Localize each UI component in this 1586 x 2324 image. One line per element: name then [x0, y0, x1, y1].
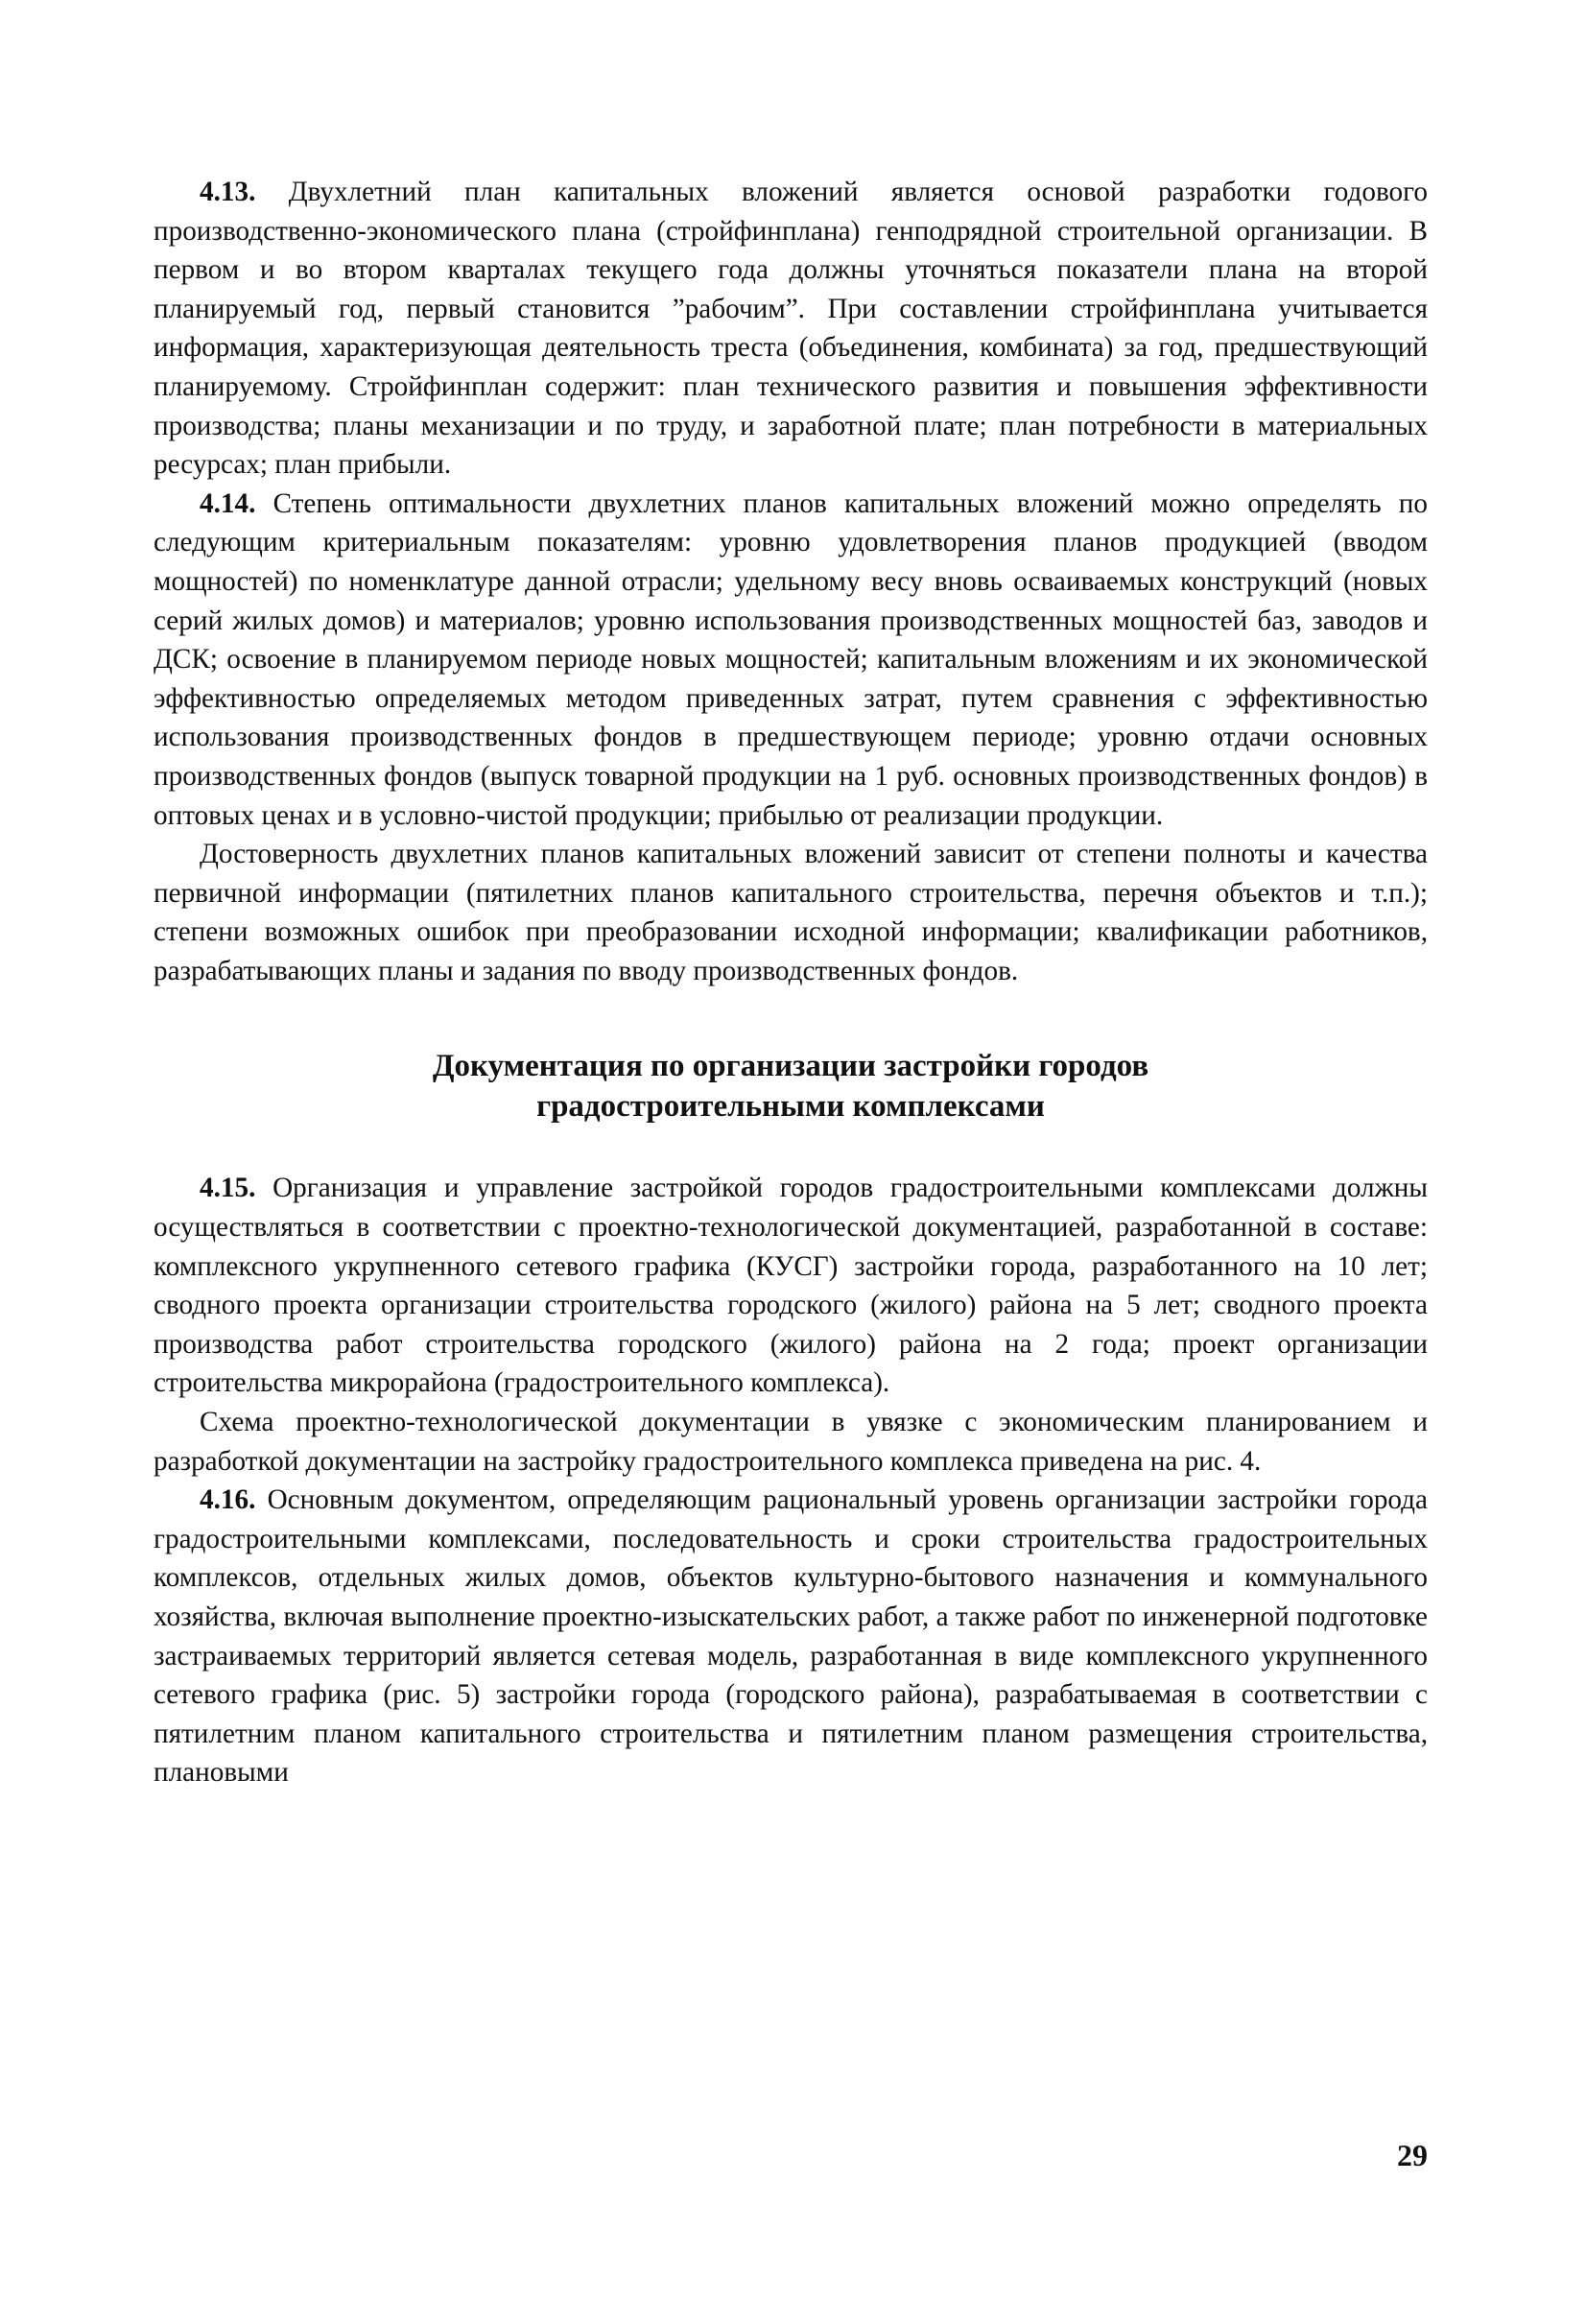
paragraph-text: Достоверность двухлетних планов капитальных вложений зависит от степени полноты и качества первичной информации (пятилетних планов капитального строительства, перечня объектов и т.п.); степени возможных ошибок при преобразовании исходной информации; квалификации работников, разрабатывающих планы и задания по вводу производственных фондов. — [154, 839, 1428, 986]
section-heading-line-2: градостроительными комплексами — [536, 1089, 1045, 1125]
paragraph-4-15 — [154, 1169, 1428, 1403]
paragraph-text: Основным документом, определяющим рациональный уровень организации застройки города градостроительными комплексами, последовательность и сроки строительства градостроительных комплексов, отдельных жилых домов, объектов культурно-бытового назначения и коммунального хозяйства, включая выполнение проектно-изыскательских работ, а также работ по инженерной подготовке застраиваемых территорий является сетевая модель, разработанная в виде комплексного укрупненного сетевого графика (рис. 5) застройки города (городского района), разрабатываемая в соответствии с пятилетним планом капитального строительства и пятилетним планом размещения строительства, плановыми — [154, 1484, 1428, 1789]
paragraph-4-14 — [154, 485, 1428, 835]
paragraph-text: Степень оптимальности двухлетних планов капитальных вложений можно определять по следующим критериальным показателям: уровню удовлетворения планов продукцией (вводом мощностей) по номенклатуре данной отрасли; удельному весу вновь осваиваемых конструкций (новых серий жилых домов) и материалов; уровню использования производственных мощностей баз, заводов и ДСК; освоение в планируемом периоде новых мощностей; капитальным вложениям и их экономической эффективностью определяемых методом приведенных затрат, путем сравнения с эффективностью использования производственных фондов в предшествующем периоде; уровню отдачи основных производственных фондов (выпуск товарной продукции на 1 руб. основных производственных фондов) в оптовых ценах и в условно-чистой продукции; прибылью от реализации продукции. — [154, 487, 1428, 831]
document-page — [154, 173, 1428, 1792]
paragraph-4-13 — [154, 173, 1428, 485]
paragraph-text: Схема проектно-технологической документации в увязке с экономическим планированием и разработкой документации на застройку градостроительного комплекса приведена на рис. 4. — [154, 1407, 1428, 1477]
paragraph-number: 4.16. — [200, 1484, 256, 1516]
page-number: 29 — [1397, 2138, 1428, 2172]
paragraph-number: 4.15. — [200, 1173, 256, 1204]
section-heading-line-1: Документация по организации застройки городов — [432, 1049, 1149, 1084]
paragraph-text: Двухлетний план капитальных вложений является основой разработки годового производственно-экономического плана (стройфинплана) генподрядной строительной организации. В первом и во втором кварталах текущего года должны уточняться показатели плана на второй планируемый год, первый становится ”рабочим”. При составлении стройфинплана учитывается информация, характеризующая деятельность треста (объединения, комбината) за год, предшествующий планируемому. Стройфинплан содержит: план технического развития и повышения эффективности производства; планы механизации и по труду, и заработной плате; план потребности в материальных ресурсах; план прибыли. — [154, 177, 1428, 481]
paragraph-4-16 — [154, 1481, 1428, 1792]
paragraph-text: Организация и управление застройкой городов градостроительными комплексами должны осуществляться в соответствии с проектно-технологической документацией, разработанной в составе: комплексного укрупненного сетевого графика (КУСГ) застройки города, разработанного на 10 лет; сводного проекта организации строительства городского (жилого) района на 5 лет; сводного проекта производства работ строительства городского (жилого) района на 2 года; проект организации строительства микрорайона (градостроительного комплекса). — [154, 1173, 1428, 1399]
paragraph-scheme — [154, 1403, 1428, 1481]
paragraph-number: 4.13. — [200, 177, 256, 207]
section-heading — [154, 1046, 1428, 1126]
paragraph-number: 4.14. — [200, 487, 256, 519]
paragraph-reliability — [154, 835, 1428, 990]
